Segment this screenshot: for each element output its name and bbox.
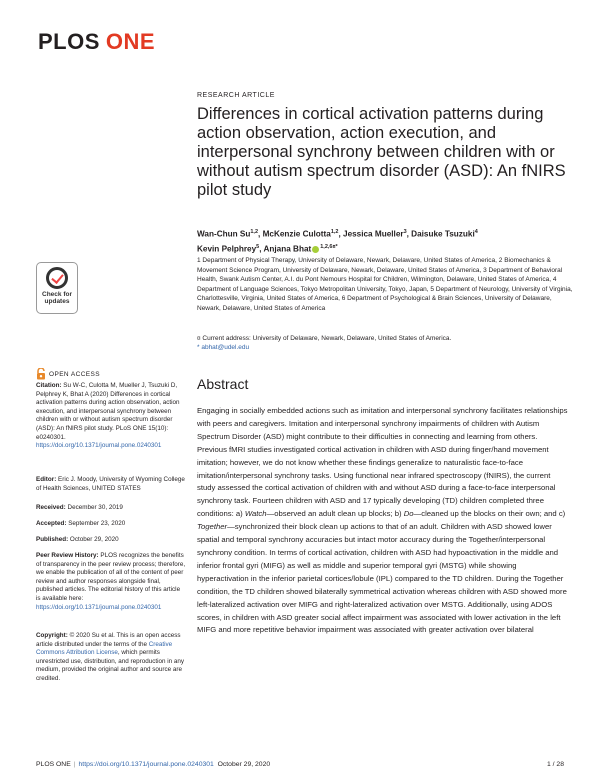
received-block [36, 504, 186, 513]
peer-review-link[interactable]: https://doi.org/10.1371/journal.pone.0240301 [36, 603, 162, 611]
citation-block [36, 382, 186, 451]
footer-journal: PLOS ONE [36, 761, 71, 768]
check-for-updates-badge[interactable] [36, 262, 78, 314]
license-link[interactable]: Creative Commons Attribution License [36, 640, 173, 657]
journal-logo [38, 29, 155, 55]
badge-text: Check for updates [42, 291, 72, 305]
citation-link[interactable]: https://doi.org/10.1371/journal.pone.0240301 [36, 442, 162, 450]
abstract-part: —synchronized their block clean up actions to that of an adult. Children with ASD showed lower spatial and temporal synchrony accuracies but intact motor accuracy during the Together/interpersonal synchrony condition. In terms of cortical activation, children with ASD had hypoactivation in the middle and inferior frontal gyri (MIFG) as well as middle and superior temporal gyri (MSTG) while showing hyperactivation in the inferior parietal cortices/lobule (IPL) compared to the TD children. During the Together condition, the TD children showed bilaterally symmetrical activation whereas children with ASD showed more left-lateralized activation over MIFG and right-lateralized activation over MSTG. Additionally, using ADOS scores, in children with ASD greater social affect impairment was associated with lower activation in the left MIFG and more repetitive behavior impairment was associated with greater activation over bilateral [197, 522, 567, 635]
open-lock-icon [36, 368, 46, 380]
abstract-term-do: Do [403, 509, 414, 519]
editor-text: Eric J. Moody, University of Wyoming College of Health Sciences, UNITED STATES [36, 476, 185, 492]
author-affil-sup: 5 [256, 243, 260, 250]
copyright-label: Copyright: [36, 632, 68, 639]
peer-review-label: Peer Review History: [36, 552, 99, 559]
footer-doi-link[interactable]: https://doi.org/10.1371/journal.pone.0240301 [78, 761, 214, 768]
published-label: Published: [36, 536, 69, 543]
copyright-text: © 2020 Su et al. This is an open access article distributed under the terms of the [36, 632, 181, 648]
orcid-icon[interactable] [312, 246, 319, 253]
sidebar [36, 262, 186, 314]
peer-review-text: PLOS recognizes the benefits of transparency in the peer review process; therefore, we enable the publication of all of the content of peer review and author responses alongside final, published articles. The editorial history of this article is available here: [36, 552, 186, 602]
author-name[interactable]: , Jessica Mueller [338, 229, 404, 239]
author-name[interactable]: , McKenzie Culotta [258, 229, 331, 239]
author-name[interactable]: , Anjana Bhat [259, 244, 312, 254]
abstract-text [197, 405, 569, 637]
logo-one: ONE [105, 29, 156, 54]
author-list [197, 226, 577, 255]
copyright-text-2: , which permits unrestricted use, distribution, and reproduction in any medium, provided the original author and source are credited. [36, 649, 185, 682]
abstract-term-together: Together [197, 522, 228, 532]
editor-label: Editor: [36, 476, 57, 483]
abstract-term-watch: Watch [244, 509, 267, 519]
published-block [36, 536, 186, 545]
article-type: RESEARCH ARTICLE [197, 92, 275, 99]
copyright-block [36, 632, 186, 684]
editor-block [36, 476, 186, 493]
current-address: ¤ Current address: University of Delaware, Newark, Delaware, United States of America. [197, 335, 452, 342]
author-affil-sup: 1,2,6¤* [320, 243, 338, 250]
peer-review-block [36, 552, 186, 612]
footer-date: October 29, 2020 [217, 761, 271, 768]
page-number: 1 / 28 [546, 761, 564, 768]
abstract-part: Engaging in socially embedded actions such as imitation and interpersonal synchrony facilitates relationships with peers and caregivers. Imitation and interpersonal synchrony impairments of children with Autism Spectrum Disorder (ASD) might contribute to their difficulties in connecting and learning from others. Previous fMRI studies investigated cortical activation in children with ASD during finger/hand movement imitation; however, we do not know whether these findings generalize to naturalistic face-to-face imitation/interpersonal synchrony tasks. Using functional near infrared spectroscopy (fNIRS), the current study assessed the cortical activation of children with and without ASD during a face-to-face interpersonal synchrony task. Fourteen children with ASD and 17 typically developing (TD) children completed three conditions: a) [197, 406, 568, 519]
article-title: Differences in cortical activation patterns during action observation, action execution, and interpersonal synchrony between children with or without autism spectrum disorder (ASD): An fNIRS pilot study [197, 105, 566, 199]
footer-citation: PLOS ONE | https://doi.org/10.1371/journal.pone.0240301 October 29, 2020 [36, 761, 271, 768]
author-affil-sup: 4 [474, 229, 478, 235]
open-access-label [36, 368, 100, 380]
accepted-block [36, 520, 186, 529]
author-name[interactable]: Wan-Chun Su [197, 229, 251, 239]
correspondence [197, 334, 577, 353]
abstract-heading: Abstract [197, 376, 249, 392]
author-name[interactable]: Kevin Pelphrey [197, 244, 257, 254]
abstract-part: —cleaned up the blocks on their own; and c) [413, 509, 566, 519]
accepted-text: September 23, 2020 [66, 520, 126, 527]
received-text: December 30, 2019 [65, 504, 123, 511]
author-name[interactable]: , Daisuke Tsuzuki [406, 229, 475, 239]
check-icon [46, 267, 68, 289]
logo-plos: PLOS [38, 29, 100, 54]
open-access-text: OPEN ACCESS [49, 370, 100, 378]
corresponding-email[interactable]: * abhat@udel.edu [197, 344, 250, 352]
citation-text: Su W-C, Culotta M, Mueller J, Tsuzuki D, Pelphrey K, Bhat A (2020) Differences in cortical activation patterns during action observation, action execution, and interpersonal synchrony between children with or without autism spectrum disorder (ASD): An fNIRS pilot study. PLoS ONE 15(10): e0240301. [36, 382, 180, 441]
author-affil-sup: 1,2 [250, 229, 259, 235]
affiliations: 1 Department of Physical Therapy, University of Delaware, Newark, Delaware, United States of America, 2 Biomechanics & Movement Science Program, University of Delaware, Newark, Delaware, United States of America, 3 Department of Behavioral Health, Swank Autism Center, A.I. du Pont Nemours Hospital for Children, Wilmington, Delaware, United States of America, 4 Department of Language Sciences, Tokyo Metropolitan University, Tokyo, Japan, 5 Department of Neurology, University of Virginia, Charlottesville, Virginia, United States of America, 6 Department of Psychological & Brain Sciences, University of Delaware, Newark, Delaware, United States of America [197, 257, 573, 312]
author-affil-sup: 3 [403, 229, 407, 235]
abstract-part: —observed an adult clean up blocks; b) [266, 509, 404, 519]
published-text: October 29, 2020 [68, 536, 119, 543]
citation-label: Citation: [36, 382, 62, 389]
accepted-label: Accepted: [36, 520, 67, 527]
received-label: Received: [36, 504, 66, 511]
author-affil-sup: 1,2 [330, 229, 339, 235]
page-footer [36, 761, 564, 768]
